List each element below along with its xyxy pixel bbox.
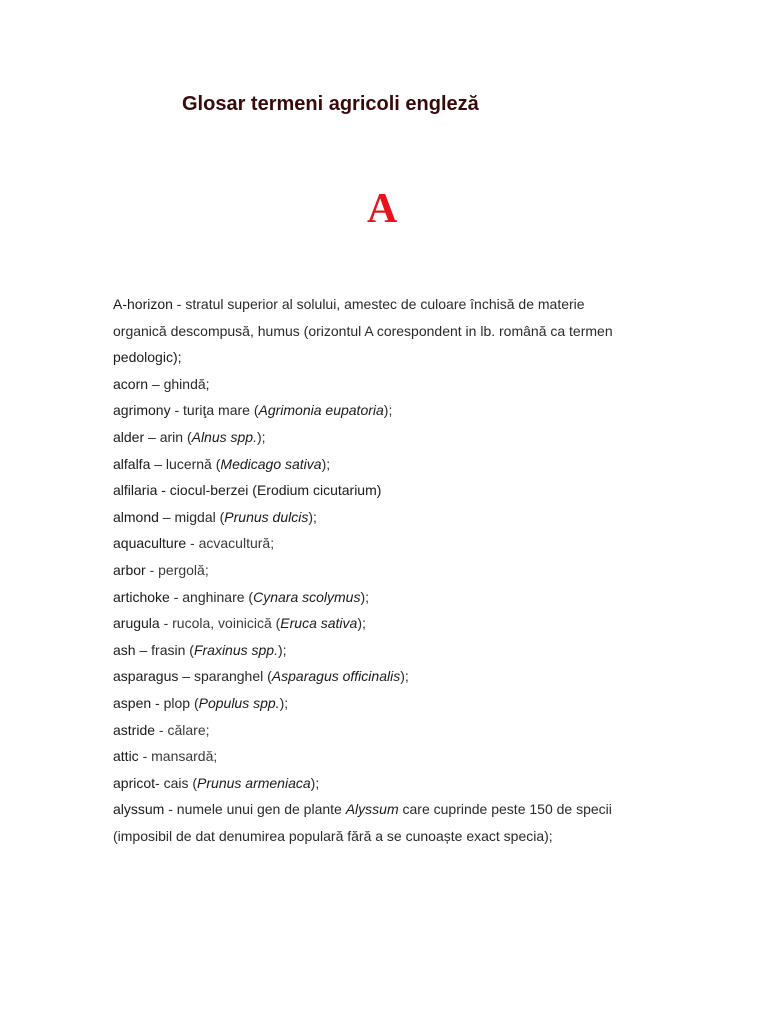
glossary-definition: ); bbox=[277, 641, 287, 658]
glossary-entry-line bbox=[113, 663, 673, 690]
glossary-term: aspen bbox=[113, 694, 152, 711]
glossary-definition: – sparanghel ( bbox=[178, 668, 272, 685]
scientific-name: Asparagus officinalis bbox=[271, 668, 401, 685]
glossary-term: asparagus bbox=[113, 668, 179, 685]
glossary-entry-line bbox=[113, 504, 673, 531]
glossary-entry-line bbox=[113, 770, 673, 797]
glossary-entry-line bbox=[113, 584, 673, 611]
glossary-term: ash bbox=[113, 641, 136, 658]
scientific-name: Alyssum bbox=[345, 801, 399, 818]
glossary-definition: (imposibil de dat denumirea populară fără a se cunoaște exact specia); bbox=[113, 827, 553, 844]
glossary-term: almond bbox=[113, 508, 159, 525]
scientific-name: Prunus dulcis bbox=[224, 508, 309, 525]
glossary-definition: pedologic); bbox=[113, 349, 182, 366]
glossary-term: arugula bbox=[113, 615, 160, 632]
glossary-entry-line bbox=[113, 610, 673, 637]
scientific-name: Alnus spp. bbox=[191, 428, 257, 445]
glossary-definition: - mansardă; bbox=[138, 748, 218, 765]
glossary-term: A-horizon bbox=[113, 296, 173, 312]
glossary-entry-line bbox=[113, 690, 673, 717]
glossary-definition: ); bbox=[279, 694, 289, 711]
scientific-name: Populus spp. bbox=[198, 694, 280, 711]
glossary-entry-line bbox=[113, 743, 673, 770]
scientific-name: Fraxinus spp. bbox=[193, 641, 278, 658]
glossary-term: alyssum bbox=[113, 801, 165, 818]
glossary-entry-line bbox=[113, 557, 673, 584]
glossary-definition: - pergolă; bbox=[145, 561, 209, 578]
glossary-entry-line bbox=[113, 717, 673, 744]
glossary-definition: - stratul superior al solului, amestec de culoare închisă de materie bbox=[172, 296, 585, 312]
glossary-term: alfalfa bbox=[113, 455, 151, 472]
glossary-list bbox=[113, 291, 673, 849]
glossary-definition: ); bbox=[321, 455, 331, 472]
glossary-entry-line bbox=[113, 637, 673, 664]
glossary-entry-line bbox=[113, 344, 673, 371]
glossary-term: alder bbox=[113, 428, 145, 445]
glossary-term: artichoke bbox=[113, 588, 170, 605]
glossary-definition: ); bbox=[310, 774, 320, 791]
glossary-term: attic bbox=[113, 748, 139, 765]
glossary-definition: ); bbox=[360, 588, 370, 605]
glossary-definition: - călare; bbox=[155, 721, 210, 738]
glossary-definition: - numele unui gen de plante bbox=[164, 801, 346, 818]
scientific-name: Agrimonia eupatoria bbox=[258, 402, 384, 419]
glossary-term: agrimony bbox=[113, 402, 171, 419]
glossary-definition: - anghinare ( bbox=[169, 588, 254, 605]
glossary-definition: - turiţa mare ( bbox=[170, 402, 259, 419]
glossary-entry-line bbox=[113, 451, 673, 478]
page-title: Glosar termeni agricoli engleză bbox=[182, 93, 479, 115]
glossary-term: aquaculture bbox=[113, 535, 187, 552]
section-letter: A bbox=[367, 186, 398, 232]
glossary-definition: - rucola, voinicică ( bbox=[159, 615, 281, 632]
scientific-name: Medicago sativa bbox=[220, 455, 322, 472]
glossary-definition: – ghindă; bbox=[148, 375, 210, 392]
glossary-definition: ); bbox=[400, 668, 409, 685]
glossary-definition: ); bbox=[383, 402, 393, 419]
glossary-term: acorn bbox=[113, 375, 149, 392]
glossary-entry-line bbox=[113, 397, 673, 424]
glossary-term: arbor bbox=[113, 561, 146, 578]
glossary-entry-line bbox=[113, 318, 673, 345]
glossary-definition: – lucernă ( bbox=[150, 455, 221, 472]
glossary-definition: – migdal ( bbox=[158, 508, 225, 525]
glossary-entry-line bbox=[113, 291, 673, 318]
glossary-term: astride bbox=[113, 721, 156, 738]
glossary-entry-line bbox=[113, 477, 673, 504]
glossary-term: apricot bbox=[113, 774, 156, 791]
glossary-definition: organică descompusă, humus (orizontul A corespondent in lb. română ca termen bbox=[113, 322, 613, 339]
glossary-entry-line bbox=[113, 796, 673, 823]
glossary-entry-line bbox=[113, 371, 673, 398]
glossary-entry-line bbox=[113, 530, 673, 557]
glossary-definition: ); bbox=[256, 428, 266, 445]
scientific-name: Prunus armeniaca bbox=[197, 774, 311, 791]
scientific-name: Eruca sativa bbox=[280, 615, 358, 632]
glossary-definition: – arin ( bbox=[144, 428, 192, 445]
glossary-definition: care cuprinde peste 150 de specii bbox=[398, 801, 612, 818]
glossary-definition: ); bbox=[357, 615, 366, 632]
glossary-definition: - acvacultură; bbox=[186, 535, 275, 552]
glossary-entry-line bbox=[113, 823, 673, 850]
glossary-definition: ); bbox=[308, 508, 317, 525]
glossary-definition: - plop ( bbox=[151, 694, 199, 711]
glossary-entry-line bbox=[113, 424, 673, 451]
glossary-definition: - cais ( bbox=[155, 774, 198, 791]
glossary-term: alfilaria bbox=[113, 482, 158, 499]
glossary-definition: – frasin ( bbox=[135, 641, 194, 658]
glossary-definition: - ciocul-berzei (Erodium cicutarium) bbox=[157, 482, 382, 499]
scientific-name: Cynara scolymus bbox=[253, 588, 361, 605]
